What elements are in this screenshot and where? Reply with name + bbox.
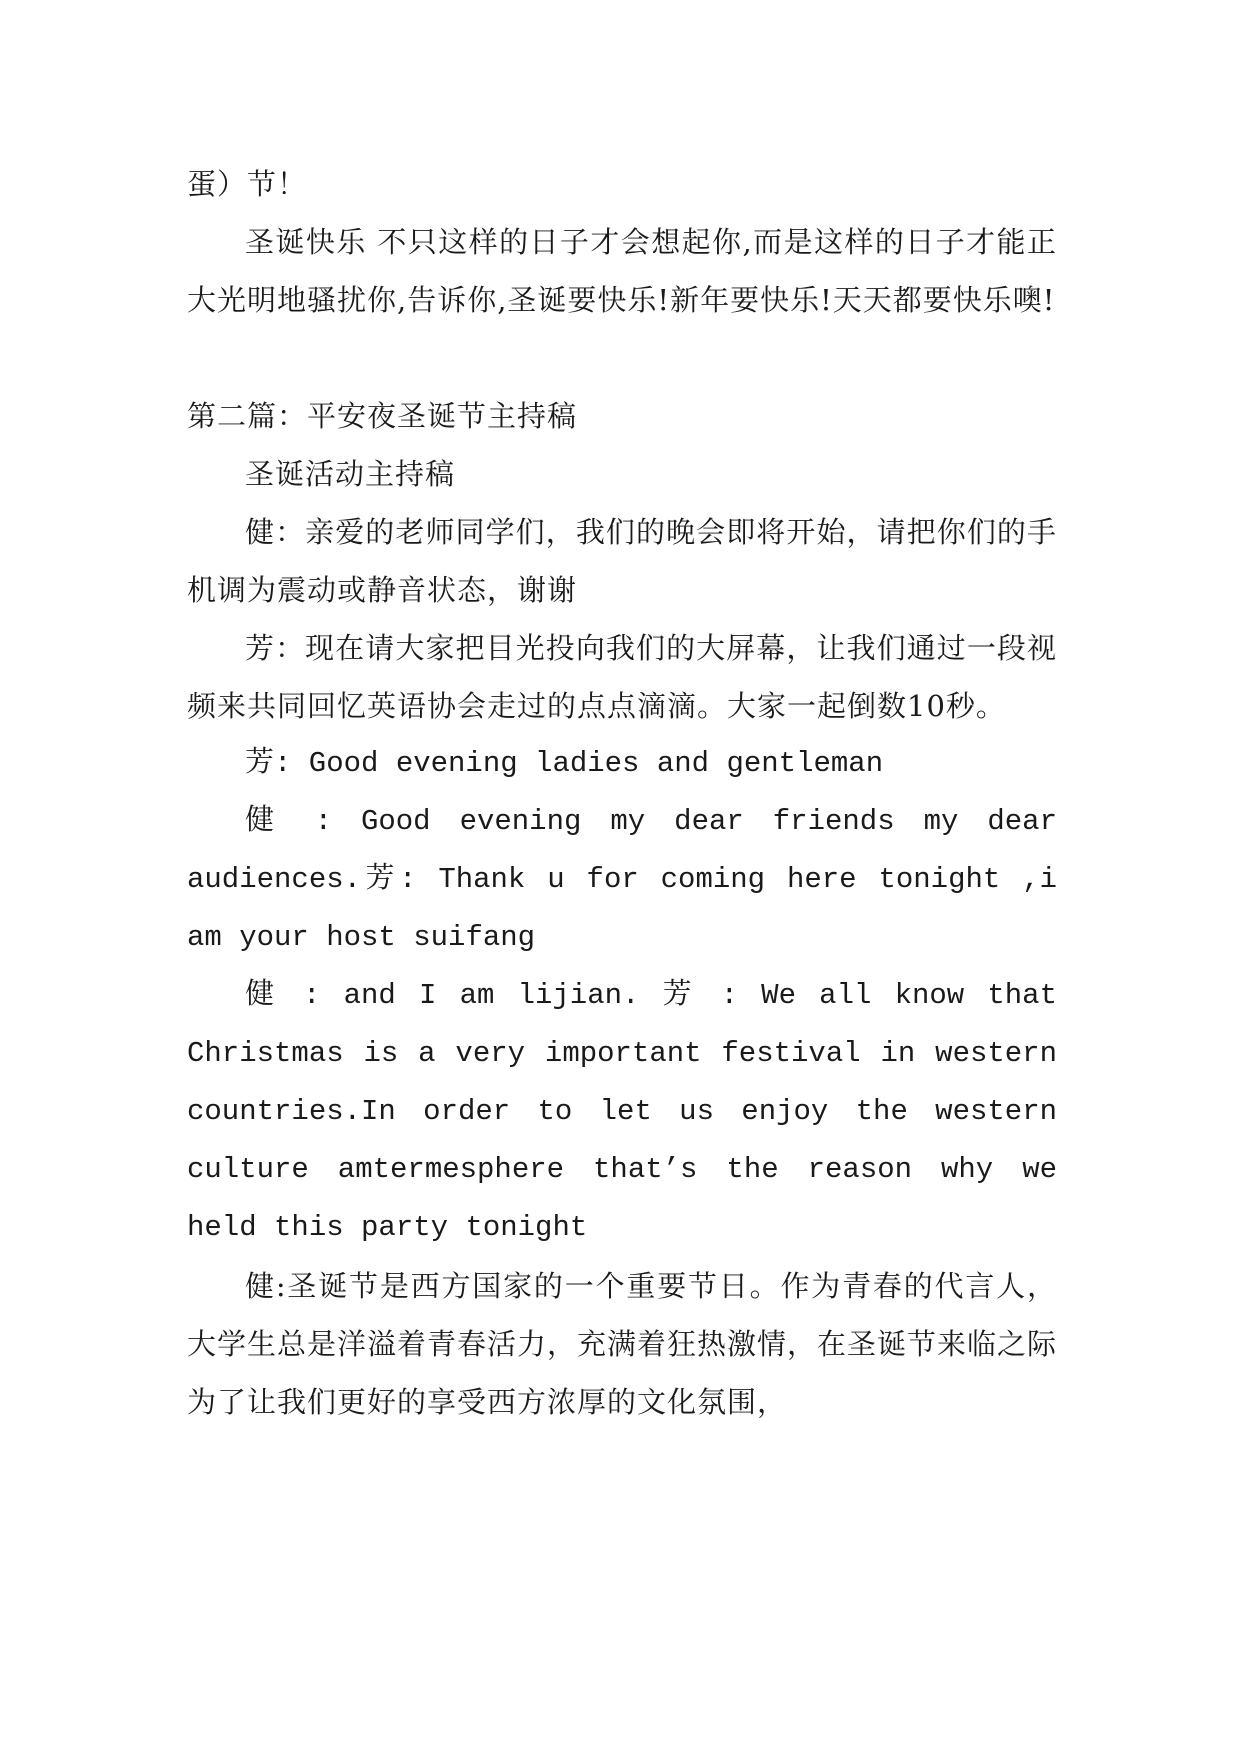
paragraph-jian-english: 健 : Good evening my dear friends my dear audiences.芳: Thank u for coming here tonight ,i am your host suifang — [187, 805, 1057, 954]
paragraph-jian-chinese: 健:圣诞节是西方国家的一个重要节日。作为青春的代言人，大学生总是洋溢着青春活力，充满着狂热激情，在圣诞节来临之际为了让我们更好的享受西方浓厚的文化氛围， — [187, 1269, 1058, 1419]
script-title: 圣诞活动主持稿 — [245, 457, 456, 491]
document-body — [187, 155, 1057, 1431]
paragraph-fang-english: 芳: Good evening ladies and gentleman — [245, 747, 884, 780]
paragraph-greeting: 圣诞快乐 不只这样的日子才会想起你,而是这样的日子才能正大光明地骚扰你,告诉你,圣诞要快乐!新年要快乐!天天都要快乐噢! — [187, 225, 1057, 317]
paragraph-fang-video: 芳：现在请大家把目光投向我们的大屏幕，让我们通过一段视频来共同回忆英语协会走过的点点滴滴。大家一起倒数10秒。 — [187, 631, 1057, 723]
paragraph-christmas-english: 健 : and I am lijian. 芳 : We all know that Christmas is a very important festival in western countries.In order to let us enjoy the western culture amtermesphere that’s the reason why we held this party tonight — [187, 979, 1057, 1244]
paragraph-continuation: 蛋）节！ — [187, 167, 308, 201]
paragraph-spacer — [187, 329, 1057, 387]
paragraph-jian-opening: 健：亲爱的老师同学们，我们的晚会即将开始，请把你们的手机调为震动或静音状态，谢谢 — [187, 515, 1057, 607]
section-heading: 第二篇：平安夜圣诞节主持稿 — [187, 399, 578, 433]
